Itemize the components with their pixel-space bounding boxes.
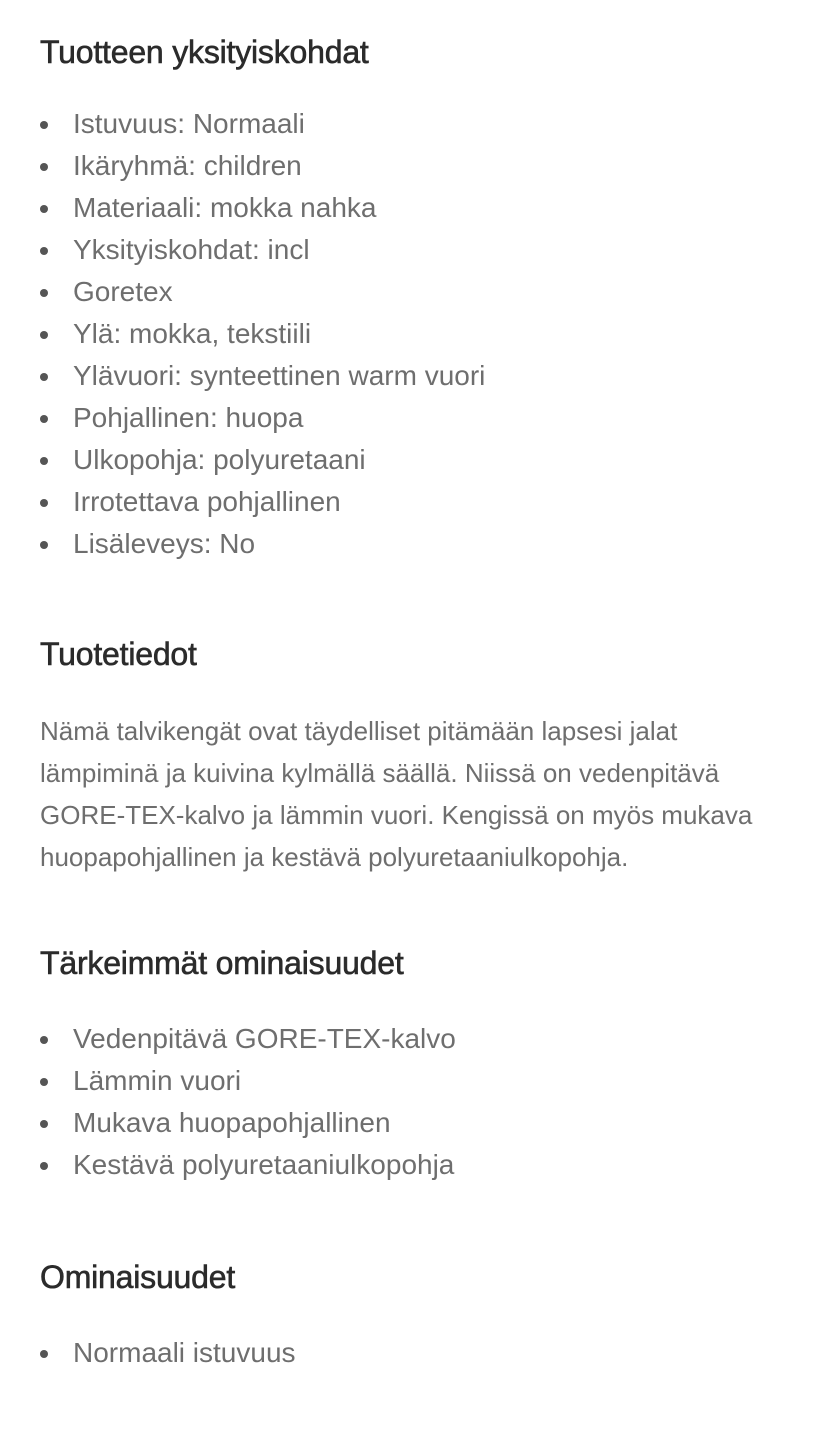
bullet-dot <box>40 1120 48 1128</box>
list-item-text: Irrotettava pohjallinen <box>73 486 341 517</box>
list-item-text: Pohjallinen: huopa <box>73 402 304 433</box>
features-list <box>40 1332 788 1374</box>
bullet-dot <box>40 457 48 465</box>
list-item-text: Materiaali: mokka nahka <box>73 192 377 223</box>
bullet-dot <box>40 541 48 549</box>
list-item <box>40 187 788 229</box>
bullet-dot <box>40 331 48 339</box>
section-title-features: Ominaisuudet <box>40 1259 236 1295</box>
list-item-text: Ikäryhmä: children <box>73 150 302 181</box>
section-title-product-details: Tuotteen yksityiskohdat <box>40 34 369 70</box>
bullet-dot <box>40 289 48 297</box>
list-item <box>40 1018 788 1060</box>
bullet-dot <box>40 205 48 213</box>
list-item <box>40 313 788 355</box>
list-item-text: Vedenpitävä GORE-TEX-kalvo <box>73 1023 456 1054</box>
key-features-list <box>40 1018 788 1186</box>
bullet-dot <box>40 1350 48 1358</box>
list-item <box>40 1332 788 1374</box>
list-item-text: Ulkopohja: polyuretaani <box>73 444 366 475</box>
list-item <box>40 397 788 439</box>
bullet-dot <box>40 415 48 423</box>
list-item <box>40 229 788 271</box>
list-item <box>40 271 788 313</box>
list-item <box>40 1144 788 1186</box>
list-item-text: Normaali istuvuus <box>73 1337 296 1368</box>
product-details-list <box>40 103 788 565</box>
list-item-text: Istuvuus: Normaali <box>73 108 305 139</box>
bullet-dot <box>40 373 48 381</box>
bullet-dot <box>40 121 48 129</box>
list-item <box>40 1060 788 1102</box>
bullet-dot <box>40 1036 48 1044</box>
list-item-text: Lisäleveys: No <box>73 528 256 559</box>
list-item <box>40 145 788 187</box>
list-item-text: Lämmin vuori <box>73 1065 242 1096</box>
list-item <box>40 103 788 145</box>
bullet-dot <box>40 1162 48 1170</box>
bullet-dot <box>40 163 48 171</box>
list-item-text: Goretex <box>73 276 173 307</box>
section-title-product-info: Tuotetiedot <box>40 636 197 672</box>
list-item-text: Ylä: mokka, tekstiili <box>73 318 312 349</box>
list-item <box>40 439 788 481</box>
bullet-dot <box>40 499 48 507</box>
list-item <box>40 1102 788 1144</box>
list-item <box>40 481 788 523</box>
section-title-key-features: Tärkeimmät ominaisuudet <box>40 945 404 981</box>
list-item-text: Kestävä polyuretaaniulkopohja <box>73 1149 455 1180</box>
list-item <box>40 355 788 397</box>
list-item-text: Ylävuori: synteettinen warm vuori <box>73 360 486 391</box>
list-item <box>40 523 788 565</box>
list-item-text: Yksityiskohdat: incl <box>73 234 310 265</box>
bullet-dot <box>40 1078 48 1086</box>
bullet-dot <box>40 247 48 255</box>
product-description-text: Nämä talvikengät ovat täydelliset pitämään lapsesi jalat lämpiminä ja kuivina kylmällä säällä. Niissä on vedenpitävä GORE-TEX-kalvo ja lämmin vuori. Kengissä on myös mukava huopapohjallinen ja kestävä polyuretaaniulkopohja. <box>40 716 753 872</box>
list-item-text: Mukava huopapohjallinen <box>73 1107 391 1138</box>
